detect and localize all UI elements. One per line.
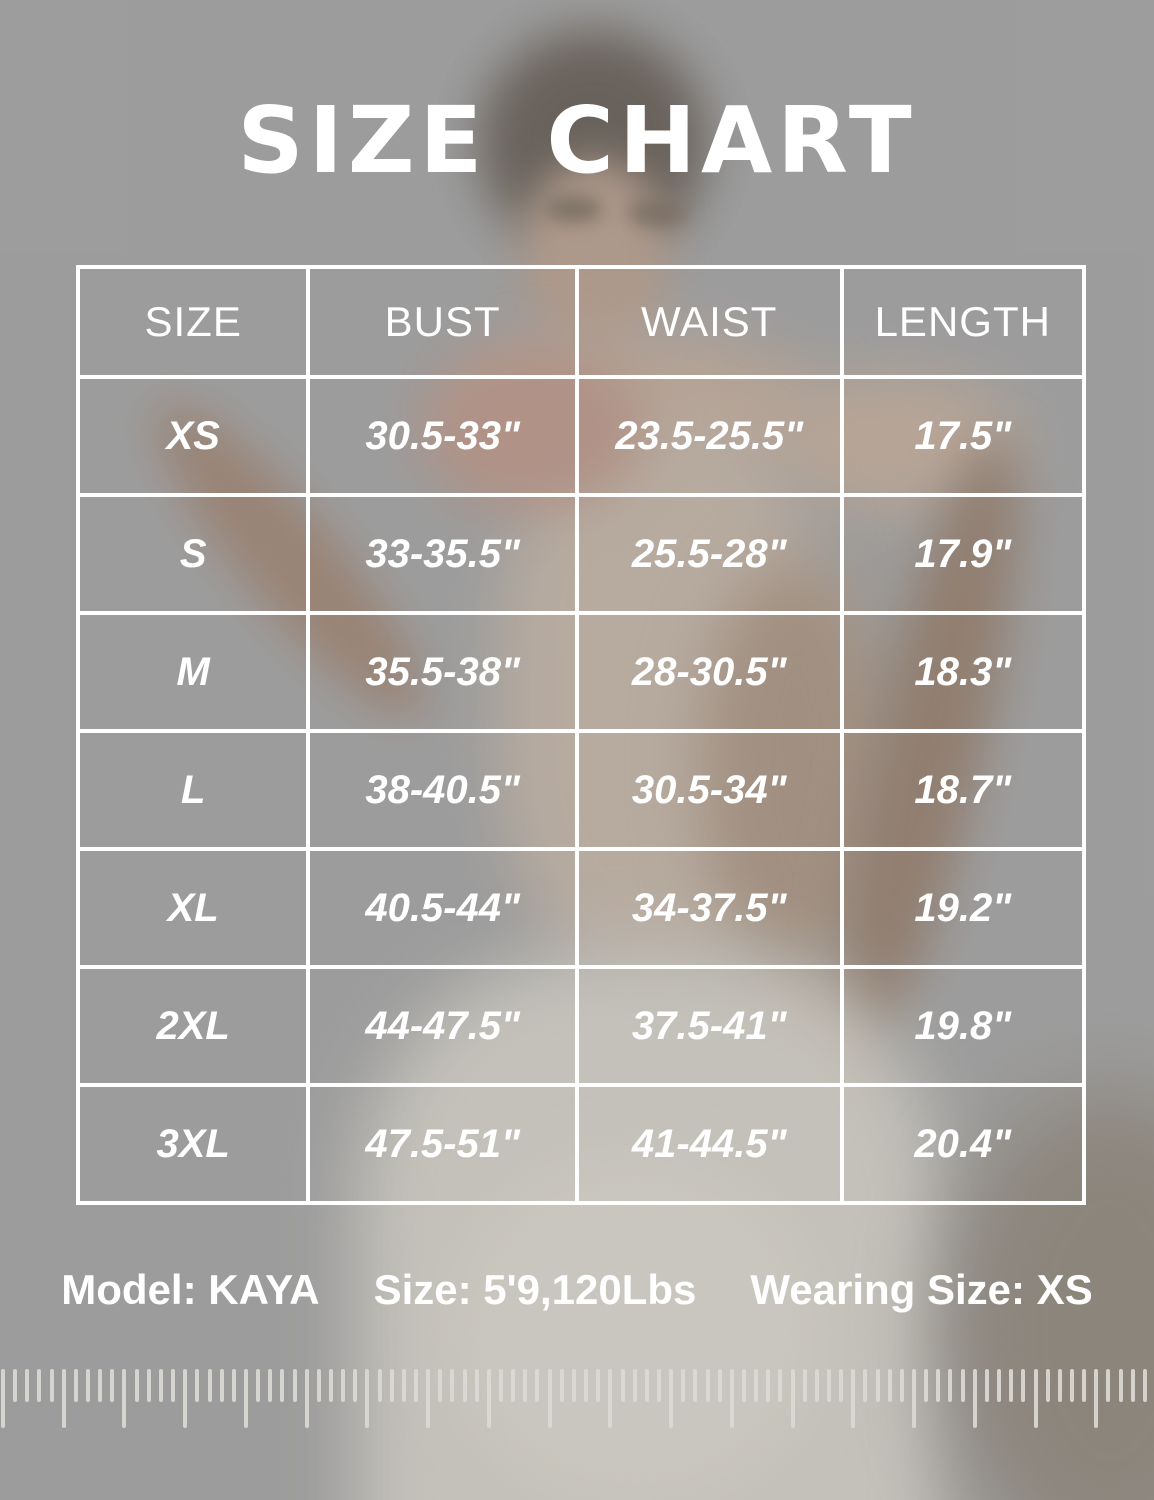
length-cell: 19.2" (842, 849, 1084, 967)
ruler-tick (280, 1369, 284, 1402)
ruler (0, 1369, 1154, 1431)
ruler-tick (584, 1369, 588, 1402)
ruler-tick (608, 1369, 612, 1428)
ruler-tick (961, 1369, 965, 1402)
ruler-tick (1082, 1369, 1086, 1402)
bust-cell: 47.5-51" (308, 1085, 577, 1203)
table-row (78, 849, 1084, 967)
ruler-tick (50, 1369, 54, 1402)
table-row (78, 967, 1084, 1085)
ruler-tick (463, 1369, 467, 1402)
ruler-tick (888, 1369, 892, 1402)
waist-cell: 37.5-41" (577, 967, 842, 1085)
ruler-tick (1046, 1369, 1050, 1402)
ruler-tick (815, 1369, 819, 1402)
waist-cell: 25.5-28" (577, 495, 842, 613)
length-cell: 17.9" (842, 495, 1084, 613)
ruler-tick (147, 1369, 151, 1402)
ruler-tick (997, 1369, 1001, 1402)
ruler-tick (791, 1369, 795, 1428)
ruler-tick (645, 1369, 649, 1402)
ruler-tick (596, 1369, 600, 1402)
ruler-tick (718, 1369, 722, 1402)
ruler-tick (74, 1369, 78, 1402)
ruler-tick (657, 1369, 661, 1402)
ruler-tick (633, 1369, 637, 1402)
ruler-tick (110, 1369, 114, 1402)
model-info (0, 1266, 1154, 1314)
ruler-tick (669, 1369, 673, 1428)
ruler-tick (317, 1369, 321, 1402)
ruler-tick (487, 1369, 491, 1428)
ruler-tick (37, 1369, 41, 1402)
waist-cell: 34-37.5" (577, 849, 842, 967)
waist-cell: 30.5-34" (577, 731, 842, 849)
ruler-tick (1094, 1369, 1098, 1428)
bust-cell: 38-40.5" (308, 731, 577, 849)
model-size: Size: 5'9,120Lbs (373, 1266, 697, 1313)
ruler-tick (1058, 1369, 1062, 1402)
ruler-tick (438, 1369, 442, 1402)
ruler-tick (390, 1369, 394, 1402)
ruler-tick (1131, 1369, 1135, 1402)
ruler-tick (122, 1369, 126, 1428)
size-cell: XS (78, 377, 308, 495)
ruler-tick (353, 1369, 357, 1402)
ruler-tick (839, 1369, 843, 1402)
ruler-tick (244, 1369, 248, 1428)
ruler-tick (1, 1369, 5, 1428)
ruler-tick (1143, 1369, 1147, 1402)
size-cell: L (78, 731, 308, 849)
ruler-tick (341, 1369, 345, 1402)
ruler-tick (86, 1369, 90, 1402)
ruler-tick (681, 1369, 685, 1402)
ruler-tick (948, 1369, 952, 1402)
ruler-tick (973, 1369, 977, 1428)
ruler-tick (378, 1369, 382, 1402)
ruler-tick (706, 1369, 710, 1402)
table-header-row (78, 267, 1084, 377)
model-name: Model: KAYA (61, 1266, 320, 1313)
size-cell: 2XL (78, 967, 308, 1085)
ruler-tick (402, 1369, 406, 1402)
table-row (78, 613, 1084, 731)
ruler-tick (863, 1369, 867, 1402)
ruler-tick (98, 1369, 102, 1402)
length-cell: 17.5" (842, 377, 1084, 495)
ruler-tick (548, 1369, 552, 1428)
bust-cell: 35.5-38" (308, 613, 577, 731)
length-cell: 19.8" (842, 967, 1084, 1085)
ruler-tick (208, 1369, 212, 1402)
ruler-tick (475, 1369, 479, 1402)
ruler-tick (912, 1369, 916, 1428)
ruler-tick (159, 1369, 163, 1402)
ruler-tick (256, 1369, 260, 1402)
ruler-tick (365, 1369, 369, 1428)
ruler-tick (13, 1369, 17, 1402)
ruler-tick (511, 1369, 515, 1402)
table-row (78, 495, 1084, 613)
ruler-tick (293, 1369, 297, 1402)
wearing-size: Wearing Size: XS (750, 1266, 1093, 1313)
ruler-tick (171, 1369, 175, 1402)
ruler-tick (220, 1369, 224, 1402)
column-header-waist: WAIST (577, 267, 842, 377)
ruler-tick (572, 1369, 576, 1402)
bust-cell: 44-47.5" (308, 967, 577, 1085)
waist-cell: 41-44.5" (577, 1085, 842, 1203)
ruler-tick (450, 1369, 454, 1402)
ruler-tick (62, 1369, 66, 1428)
ruler-tick (535, 1369, 539, 1402)
length-cell: 18.7" (842, 731, 1084, 849)
size-cell: M (78, 613, 308, 731)
ruler-tick (1021, 1369, 1025, 1402)
size-cell: XL (78, 849, 308, 967)
ruler-tick (803, 1369, 807, 1402)
ruler-tick (1034, 1369, 1038, 1428)
waist-cell: 28-30.5" (577, 613, 842, 731)
ruler-tick (924, 1369, 928, 1402)
ruler-tick (1119, 1369, 1123, 1402)
ruler-tick (414, 1369, 418, 1402)
ruler-tick (1070, 1369, 1074, 1402)
ruler-tick (730, 1369, 734, 1428)
table-row (78, 377, 1084, 495)
ruler-tick (851, 1369, 855, 1428)
ruler-tick (754, 1369, 758, 1402)
ruler-tick (135, 1369, 139, 1402)
ruler-tick (499, 1369, 503, 1402)
ruler-tick (936, 1369, 940, 1402)
length-cell: 18.3" (842, 613, 1084, 731)
ruler-tick (985, 1369, 989, 1402)
ruler-tick (900, 1369, 904, 1402)
size-cell: 3XL (78, 1085, 308, 1203)
ruler-tick (1106, 1369, 1110, 1402)
ruler-tick (183, 1369, 187, 1428)
ruler-tick (1009, 1369, 1013, 1402)
column-header-length: LENGTH (842, 267, 1084, 377)
ruler-tick (25, 1369, 29, 1402)
size-chart-table (76, 265, 1086, 1205)
ruler-tick (742, 1369, 746, 1402)
ruler-tick (195, 1369, 199, 1402)
column-header-size: SIZE (78, 267, 308, 377)
bust-cell: 30.5-33" (308, 377, 577, 495)
column-header-bust: BUST (308, 267, 577, 377)
ruler-tick (560, 1369, 564, 1402)
ruler-tick (827, 1369, 831, 1402)
ruler-tick (305, 1369, 309, 1428)
waist-cell: 23.5-25.5" (577, 377, 842, 495)
table-row (78, 731, 1084, 849)
page-title: SIZE CHART (237, 87, 917, 194)
bust-cell: 40.5-44" (308, 849, 577, 967)
ruler-tick (766, 1369, 770, 1402)
length-cell: 20.4" (842, 1085, 1084, 1203)
ruler-tick (621, 1369, 625, 1402)
size-cell: S (78, 495, 308, 613)
ruler-tick (876, 1369, 880, 1402)
ruler-tick (693, 1369, 697, 1402)
ruler-tick (426, 1369, 430, 1428)
ruler-tick (523, 1369, 527, 1402)
ruler-tick (778, 1369, 782, 1402)
bust-cell: 33-35.5" (308, 495, 577, 613)
ruler-tick (232, 1369, 236, 1402)
ruler-tick (329, 1369, 333, 1402)
ruler-tick (268, 1369, 272, 1402)
table-row (78, 1085, 1084, 1203)
